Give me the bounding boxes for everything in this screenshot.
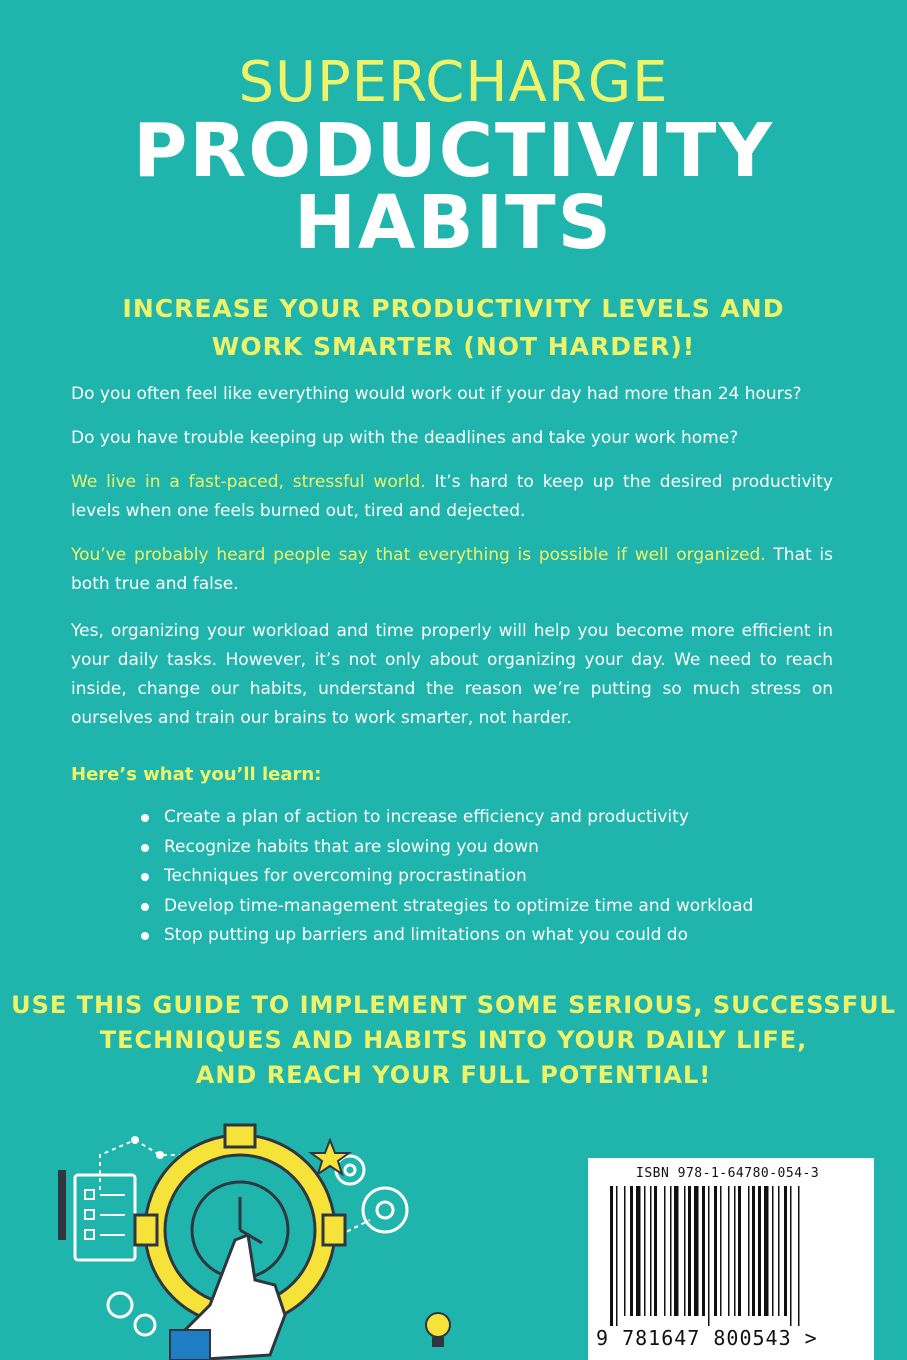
barcode-bar (758, 1186, 761, 1316)
lightbulb-icon (426, 1313, 450, 1347)
list-item: Develop time-management strategies to optimize time and workload (137, 892, 817, 922)
cta-line-1: USE THIS GUIDE TO IMPLEMENT SOME SERIOUS, SUCCESSFUL (11, 991, 896, 1019)
barcode-box (588, 1158, 874, 1360)
barcode-bar (738, 1186, 741, 1316)
paragraph-3 (71, 468, 833, 526)
paragraph-2: Do you have trouble keeping up with the deadlines and take your work home? (71, 428, 739, 448)
subheading (0, 290, 907, 366)
title-habits: HABITS (294, 180, 613, 266)
node-dot-icon (131, 1136, 139, 1144)
barcode-bar (674, 1186, 679, 1316)
barcode-digits: 9 781647 800543 > (596, 1326, 818, 1350)
list-item: Techniques for overcoming procrastination (137, 862, 817, 892)
barcode-bar (772, 1186, 774, 1316)
call-to-action (0, 988, 907, 1093)
barcode-bar (650, 1186, 652, 1316)
list-item: Create a plan of action to increase efficiency and productivity (137, 803, 817, 833)
paragraph-3-rest: It’s hard to keep up the desired productivity levels when one feels burned out, tired and dejected. (71, 472, 833, 521)
barcode-bar (790, 1186, 792, 1326)
checklist-icon (58, 1170, 135, 1260)
barcode-bar (752, 1186, 755, 1316)
isbn-label: ISBN 978-1-64780-054-3 (636, 1166, 820, 1181)
barcode-bar (616, 1186, 618, 1326)
star-icon (311, 1140, 349, 1174)
paragraph-3-highlight: We live in a fast-paced, stressful world. (71, 472, 426, 492)
list-item: Recognize habits that are slowing you down (137, 833, 817, 863)
barcode-bar (720, 1186, 722, 1316)
barcode-bar (778, 1186, 780, 1316)
barcode-bar (688, 1186, 691, 1316)
paragraph-4-highlight: You’ve probably heard people say that everything is possible if well organized. (71, 545, 766, 565)
paragraph-4 (71, 541, 833, 599)
productivity-gear-illustration (40, 1115, 460, 1360)
barcode-bar (694, 1186, 699, 1316)
barcode-bar (636, 1186, 641, 1316)
title-supercharge: SUPERCHARGE (238, 50, 669, 115)
barcode-bar (624, 1186, 626, 1316)
barcode-bar (630, 1186, 633, 1316)
barcode-bar (664, 1186, 666, 1316)
cta-line-2: TECHNIQUES AND HABITS INTO YOUR DAILY LIFE, (99, 1026, 808, 1054)
subheading-line-1: INCREASE YOUR PRODUCTIVITY LEVELS AND (122, 294, 785, 323)
barcode-bar (784, 1186, 787, 1316)
subheading-line-2: WORK SMARTER (NOT HARDER)! (211, 332, 696, 361)
barcode-bar (748, 1186, 750, 1316)
barcode-bar (644, 1186, 646, 1316)
paragraph-1: Do you often feel like everything would work out if your day had more than 24 hours? (71, 384, 802, 404)
barcode-bar (764, 1186, 769, 1316)
barcode-bar (684, 1186, 686, 1316)
barcode-bar (702, 1186, 705, 1316)
paragraph-5: Yes, organizing your workload and time properly will help you become more efficient in your daily tasks. However, it’s not only about organizing your day. We need to reach inside, change our habits, understand the reason we’re putting so much stress on ourselves and train our brains to work smarter, not harder. (71, 621, 833, 728)
paragraph-4-rest: That is both true and false. (71, 545, 834, 594)
barcode-bar (670, 1186, 672, 1316)
barcode-bar (798, 1186, 800, 1326)
cta-line-3: AND REACH YOUR FULL POTENTIAL! (195, 1061, 712, 1089)
barcode-bar (734, 1186, 736, 1316)
barcode-icon (608, 1186, 854, 1326)
learn-heading: Here’s what you’ll learn: (71, 764, 322, 785)
list-item: Stop putting up barriers and limitations on what you could do (137, 921, 817, 951)
barcode-bar (708, 1186, 710, 1326)
barcode-bar (714, 1186, 717, 1316)
title-productivity: PRODUCTIVITY (133, 108, 774, 194)
learn-list (137, 803, 817, 951)
barcode-bar (610, 1186, 613, 1326)
barcode-bar (654, 1186, 657, 1316)
barcode-bar (728, 1186, 730, 1316)
